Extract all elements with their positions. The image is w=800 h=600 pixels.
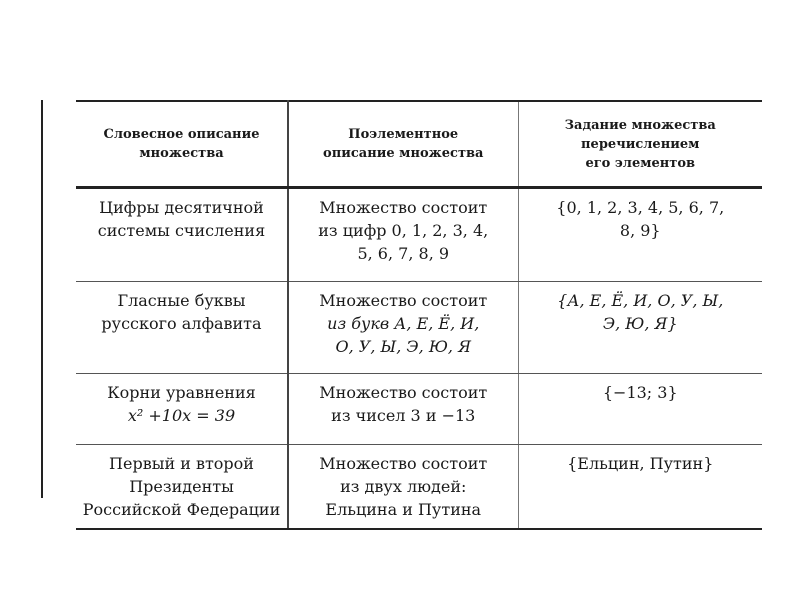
cell-enumeration: {0, 1, 2, 3, 4, 5, 6, 7, 8, 9} — [518, 188, 762, 282]
cell-elementwise: Множество состоит из двух людей: Ельцина и Путина — [288, 445, 518, 530]
sets-description-table — [76, 100, 762, 530]
header-enumeration: Задание множества перечислением его элементов — [518, 101, 762, 188]
cell-enumeration: {−13; 3} — [518, 374, 762, 445]
left-margin-rule — [41, 100, 43, 498]
cell-elementwise: Множество состоит из чисел 3 и −13 — [288, 374, 518, 445]
header-elementwise-description: Поэлементное описание множества — [288, 101, 518, 188]
header-verbal-description: Словесное описание множества — [76, 101, 288, 188]
cell-enumeration: {А, Е, Ё, И, О, У, Ы, Э, Ю, Я} — [518, 282, 762, 374]
cell-elementwise: Множество состоит из цифр 0, 1, 2, 3, 4, 5, 6, 7, 8, 9 — [288, 188, 518, 282]
cell-elementwise: Множество состоит из букв А, Е, Ё, И, О, У, Ы, Э, Ю, Я — [288, 282, 518, 374]
cell-verbal: Корни уравнения x² +10x = 39 — [76, 374, 288, 445]
equation: x² +10x = 39 — [127, 406, 236, 425]
cell-verbal: Цифры десятичной системы счисления — [76, 188, 288, 282]
table-row — [76, 374, 762, 445]
cell-enumeration: {Ельцин, Путин} — [518, 445, 762, 530]
table-row — [76, 445, 762, 530]
table-row — [76, 188, 762, 282]
table-row — [76, 282, 762, 374]
cell-verbal: Гласные буквы русского алфавита — [76, 282, 288, 374]
cell-verbal: Первый и второй Президенты Российской Федерации — [76, 445, 288, 530]
header-row — [76, 101, 762, 188]
